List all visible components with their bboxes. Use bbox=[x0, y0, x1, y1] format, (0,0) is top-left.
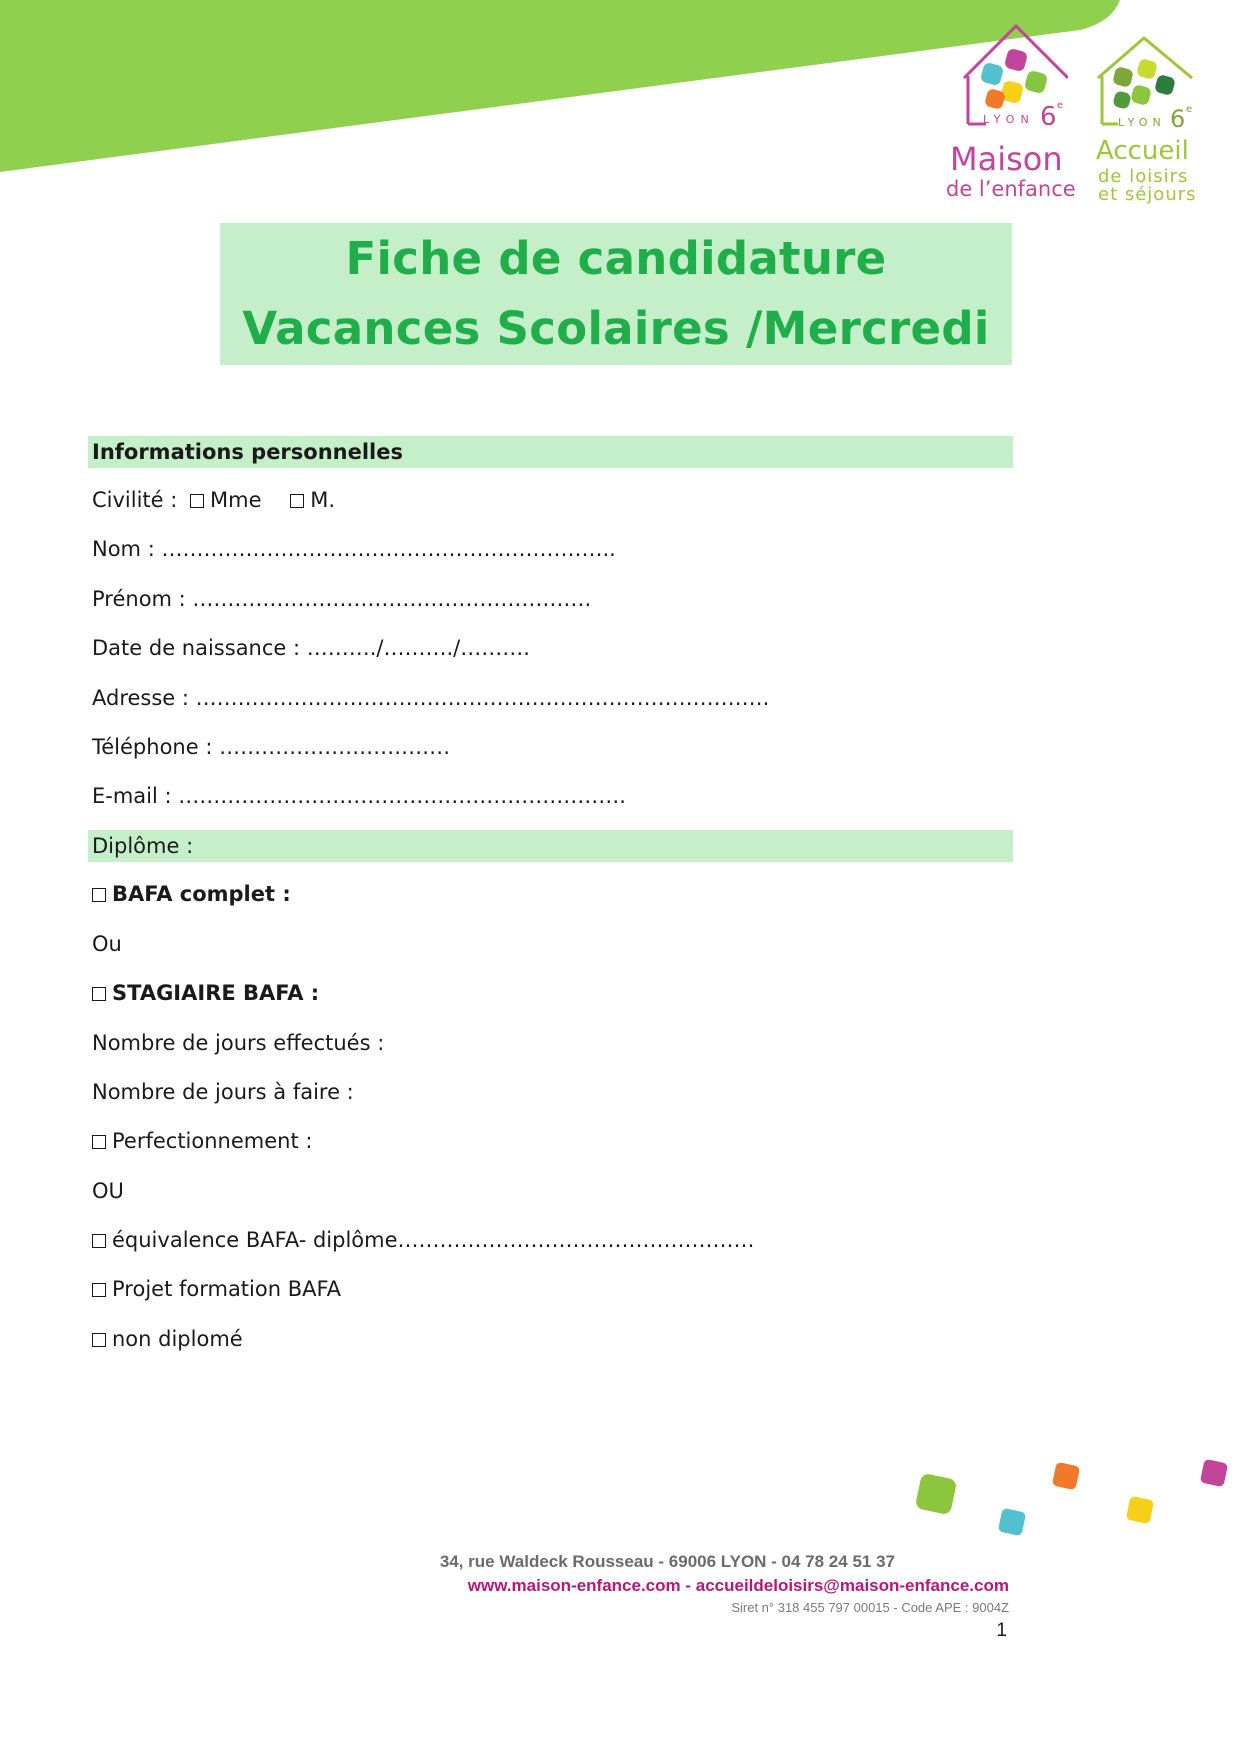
accueil-logo-arr-suffix: e bbox=[1186, 104, 1193, 115]
date-naissance-field[interactable]: Date de naissance : ………./………./………. bbox=[92, 636, 530, 660]
section-personal-info bbox=[88, 436, 1013, 468]
adresse-field[interactable]: Adresse : ………………………………………………………………………. bbox=[92, 686, 770, 710]
maison-logo-city: LYON bbox=[983, 113, 1035, 126]
email-field[interactable]: E-mail : ………………………………………………………. bbox=[92, 784, 626, 808]
civilite-mme-label: Mme bbox=[210, 488, 262, 512]
perfectionnement-option bbox=[92, 1129, 312, 1153]
footer-web-email[interactable]: www.maison-enfance.com - accueildeloisirs@maison-enfance.com bbox=[467, 1576, 1009, 1595]
accueil-logo-line2: de loisirs bbox=[1098, 166, 1189, 187]
equivalence-option bbox=[92, 1228, 755, 1252]
stagiaire-bafa-label: STAGIAIRE BAFA : bbox=[112, 981, 320, 1005]
equivalence-label[interactable]: équivalence BAFA- diplôme…………………………………………… bbox=[112, 1228, 755, 1252]
jours-effectues-field[interactable]: Nombre de jours effectués : bbox=[92, 1031, 385, 1055]
non-diplome-label: non diplomé bbox=[112, 1327, 243, 1351]
form-title-box bbox=[220, 223, 1012, 365]
decorative-square bbox=[998, 1508, 1026, 1536]
footer-address: 34, rue Waldeck Rousseau - 69006 LYON - 04 78 24 51 37 bbox=[439, 1552, 895, 1571]
bafa-complet-option bbox=[92, 882, 291, 906]
ou-text: OU bbox=[92, 1179, 124, 1203]
decorative-square bbox=[915, 1473, 958, 1516]
maison-enfance-logo bbox=[946, 20, 1080, 205]
nom-field[interactable]: Nom : ……………………………………………………….. bbox=[92, 537, 616, 561]
footer-siret: Siret n° 318 455 797 00015 - Code APE : 9004Z bbox=[731, 1600, 1009, 1615]
equivalence-checkbox[interactable] bbox=[92, 1234, 106, 1248]
projet-formation-checkbox[interactable] bbox=[92, 1283, 106, 1297]
civilite-row bbox=[92, 488, 335, 512]
decorative-square bbox=[1200, 1459, 1228, 1487]
accueil-logo-city: LYON bbox=[1118, 116, 1166, 129]
bafa-complet-checkbox[interactable] bbox=[92, 888, 106, 902]
stagiaire-bafa-option bbox=[92, 981, 319, 1005]
perfectionnement-label: Perfectionnement : bbox=[112, 1129, 313, 1153]
civilite-m-label: M. bbox=[310, 488, 336, 512]
section-diploma-title: Diplôme : bbox=[92, 834, 194, 858]
non-diplome-checkbox[interactable] bbox=[92, 1333, 106, 1347]
prenom-field[interactable]: Prénom : ………………………………………………… bbox=[92, 587, 592, 611]
perfectionnement-checkbox[interactable] bbox=[92, 1135, 106, 1149]
civilite-m-checkbox[interactable] bbox=[290, 494, 304, 508]
civilite-label: Civilité : bbox=[92, 488, 178, 512]
accueil-logo-arrondissement: 6 bbox=[1170, 105, 1186, 133]
accueil-loisirs-logo bbox=[1092, 36, 1204, 206]
page-number: 1 bbox=[996, 1620, 1007, 1641]
maison-logo-arr-suffix: e bbox=[1057, 100, 1064, 111]
accueil-logo-line3: et séjours bbox=[1098, 184, 1197, 205]
form-title: Fiche de candidature bbox=[345, 232, 887, 285]
decorative-square bbox=[1052, 1462, 1080, 1490]
civilite-mme-checkbox[interactable] bbox=[190, 494, 204, 508]
non-diplome-option bbox=[92, 1327, 243, 1351]
ou-text: Ou bbox=[92, 932, 122, 956]
telephone-field[interactable]: Téléphone : …………………………… bbox=[92, 735, 451, 759]
maison-logo-subname: de l’enfance bbox=[946, 177, 1076, 201]
bafa-complet-label: BAFA complet : bbox=[112, 882, 291, 906]
stagiaire-bafa-checkbox[interactable] bbox=[92, 987, 106, 1001]
section-diploma bbox=[88, 830, 1013, 862]
maison-logo-arrondissement: 6 bbox=[1040, 102, 1057, 132]
form-subtitle: Vacances Scolaires /Mercredi bbox=[242, 302, 990, 355]
jours-a-faire-field[interactable]: Nombre de jours à faire : bbox=[92, 1080, 354, 1104]
accueil-logo-name: Accueil bbox=[1096, 136, 1189, 166]
projet-formation-option bbox=[92, 1277, 341, 1301]
decorative-square bbox=[1126, 1496, 1154, 1524]
projet-formation-label: Projet formation BAFA bbox=[112, 1277, 342, 1301]
maison-logo-name: Maison bbox=[950, 140, 1063, 178]
section-personal-title: Informations personnelles bbox=[92, 440, 404, 464]
